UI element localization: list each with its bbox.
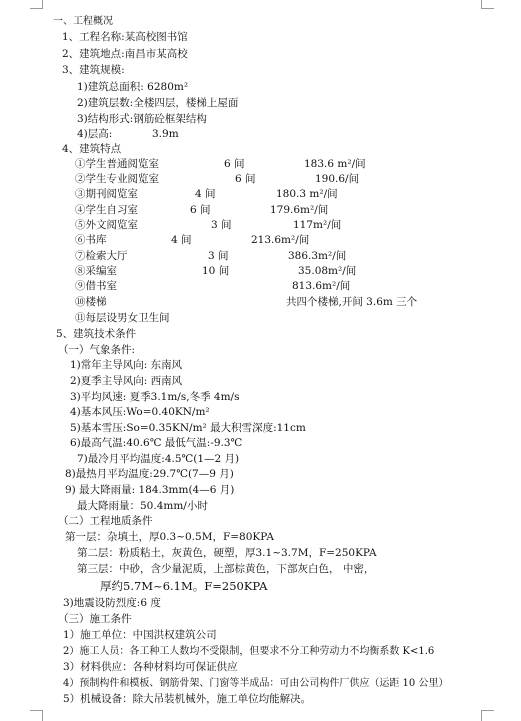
room-name: ③期刊阅览室 bbox=[75, 188, 138, 200]
room-name: ⑥书库 bbox=[75, 234, 107, 246]
room-area: 共四个楼梯,开间 3.6m 三个 bbox=[286, 296, 418, 308]
construction-line: 2）施工人员：各工种工人数均不受限制，但要求不分工种劳动力不均衡系数 K<1.6 bbox=[63, 646, 435, 657]
corner-mark-bottom-right bbox=[481, 710, 494, 721]
project-name: 1、工程名称:某高校图书馆 bbox=[62, 31, 188, 43]
geology-line: 第一层：杂填土，厚0.3~0.5M，F=80KPA bbox=[65, 531, 274, 543]
climate-heading: （一）气象条件: bbox=[58, 344, 136, 356]
construction-line: 5）机械设备：除大吊装机械外，施工单位均能解决。 bbox=[63, 693, 312, 705]
building-scale-heading: 3、建筑规模: bbox=[62, 64, 125, 76]
room-count: 3 间 bbox=[211, 219, 232, 231]
room-area: 386.3m²/间 bbox=[288, 250, 347, 262]
climate-line: 7)最冷月平均温度:4.5℃(1—2 月) bbox=[77, 453, 240, 465]
scale-floor-height-value: 3.9m bbox=[152, 128, 179, 140]
scale-structure: 3)结构形式:钢筋砼框架结构 bbox=[77, 113, 207, 125]
geology-heading: （二）工程地质条件 bbox=[58, 515, 153, 527]
room-name: ①学生普通阅览室 bbox=[75, 158, 159, 170]
project-location: 2、建筑地点:南昌市某高校 bbox=[62, 48, 188, 60]
tech-conditions-heading: 5、建筑技术条件 bbox=[56, 328, 137, 340]
construction-line: 3）材料供应：各种材料均可保证供应 bbox=[63, 661, 238, 673]
climate-line: 2)夏季主导风向: 西南风 bbox=[70, 375, 183, 387]
corner-mark-top-left bbox=[30, 0, 43, 9]
geology-line: 第三层：中砂，含少量泥质，上部棕黄色，下部灰白色， 中密， bbox=[77, 563, 375, 575]
scale-total-area: 1)建筑总面积: 6280m² bbox=[77, 81, 189, 93]
room-name: ②学生专业阅览室 bbox=[75, 173, 159, 185]
building-features-heading: 4、建筑特点 bbox=[62, 143, 122, 155]
scale-floors: 2)建筑层数:全楼四层，楼梯上屋面 bbox=[77, 97, 239, 109]
room-area: 117m²/间 bbox=[293, 219, 342, 231]
room-name: ⑤外文阅览室 bbox=[75, 219, 138, 231]
room-area: 180.3 m²/间 bbox=[276, 188, 338, 200]
room-area: 179.6m²/间 bbox=[270, 204, 329, 216]
construction-heading: （三）施工条件 bbox=[58, 613, 132, 625]
room-count: 3 间 bbox=[208, 250, 229, 262]
climate-line: 1)常年主导风向: 东南风 bbox=[70, 359, 183, 371]
geology-line: 第二层：粉质粘土，灰黄色，硬塑，厚3.1~3.7M，F=250KPA bbox=[77, 547, 377, 559]
climate-line: 5)基本雪压:So=0.35KN/m² 最大积雪深度:11cm bbox=[70, 422, 306, 434]
scale-floor-height-label: 4)层高: bbox=[77, 128, 113, 140]
room-area: 213.6m²/间 bbox=[251, 234, 310, 246]
geology-line: 3)地震设防烈度:6 度 bbox=[63, 597, 161, 609]
room-name: ⑨借书室 bbox=[75, 280, 117, 292]
geology-line: 厚约5.7M~6.1M。F=250KPA bbox=[100, 579, 268, 593]
room-count: 6 间 bbox=[224, 158, 245, 170]
corner-mark-top-right bbox=[481, 0, 494, 9]
room-area: 813.6m²/间 bbox=[292, 280, 351, 292]
corner-mark-bottom-left bbox=[30, 710, 43, 721]
construction-line: 1）施工单位：中国洪权建筑公司 bbox=[63, 629, 217, 641]
climate-line: 4)基本风压:Wo=0.40KN/m² bbox=[70, 406, 210, 418]
room-count: 6 间 bbox=[190, 204, 211, 216]
room-name: ⑩楼梯 bbox=[75, 296, 107, 308]
room-count: 4 间 bbox=[171, 234, 192, 246]
room-count: 6 间 bbox=[235, 173, 256, 185]
room-name: ⑧采编室 bbox=[75, 265, 117, 277]
climate-line: 8)最热月平均温度:29.7℃(7—9 月) bbox=[65, 468, 234, 480]
climate-line: 6)最高气温:40.6℃ 最低气温:-9.3℃ bbox=[70, 437, 243, 449]
climate-line: 最大降雨量：50.4mm/小时 bbox=[77, 500, 208, 512]
room-area: 190.6/间 bbox=[315, 173, 360, 185]
room-name: ④学生自习室 bbox=[75, 204, 138, 216]
room-name: ⑦检索大厅 bbox=[75, 250, 128, 262]
room-name: ⑪每层设男女卫生间 bbox=[75, 312, 170, 324]
construction-line: 4）预制构件和模板、钢筋骨架、门窗等半成品：可由公司构件厂供应（运距 10 公里） bbox=[63, 678, 449, 689]
room-count: 4 间 bbox=[195, 188, 216, 200]
room-count: 10 间 bbox=[202, 265, 230, 277]
room-area: 183.6 m²/间 bbox=[304, 158, 366, 170]
climate-line: 9) 最大降雨量: 184.3mm(4—6 月) bbox=[65, 484, 235, 496]
section-title-overview: 一、工程概况 bbox=[53, 16, 113, 27]
climate-line: 3)平均风速: 夏季3.1m/s,冬季 4m/s bbox=[70, 391, 240, 403]
room-area: 35.08m²/间 bbox=[298, 265, 357, 277]
